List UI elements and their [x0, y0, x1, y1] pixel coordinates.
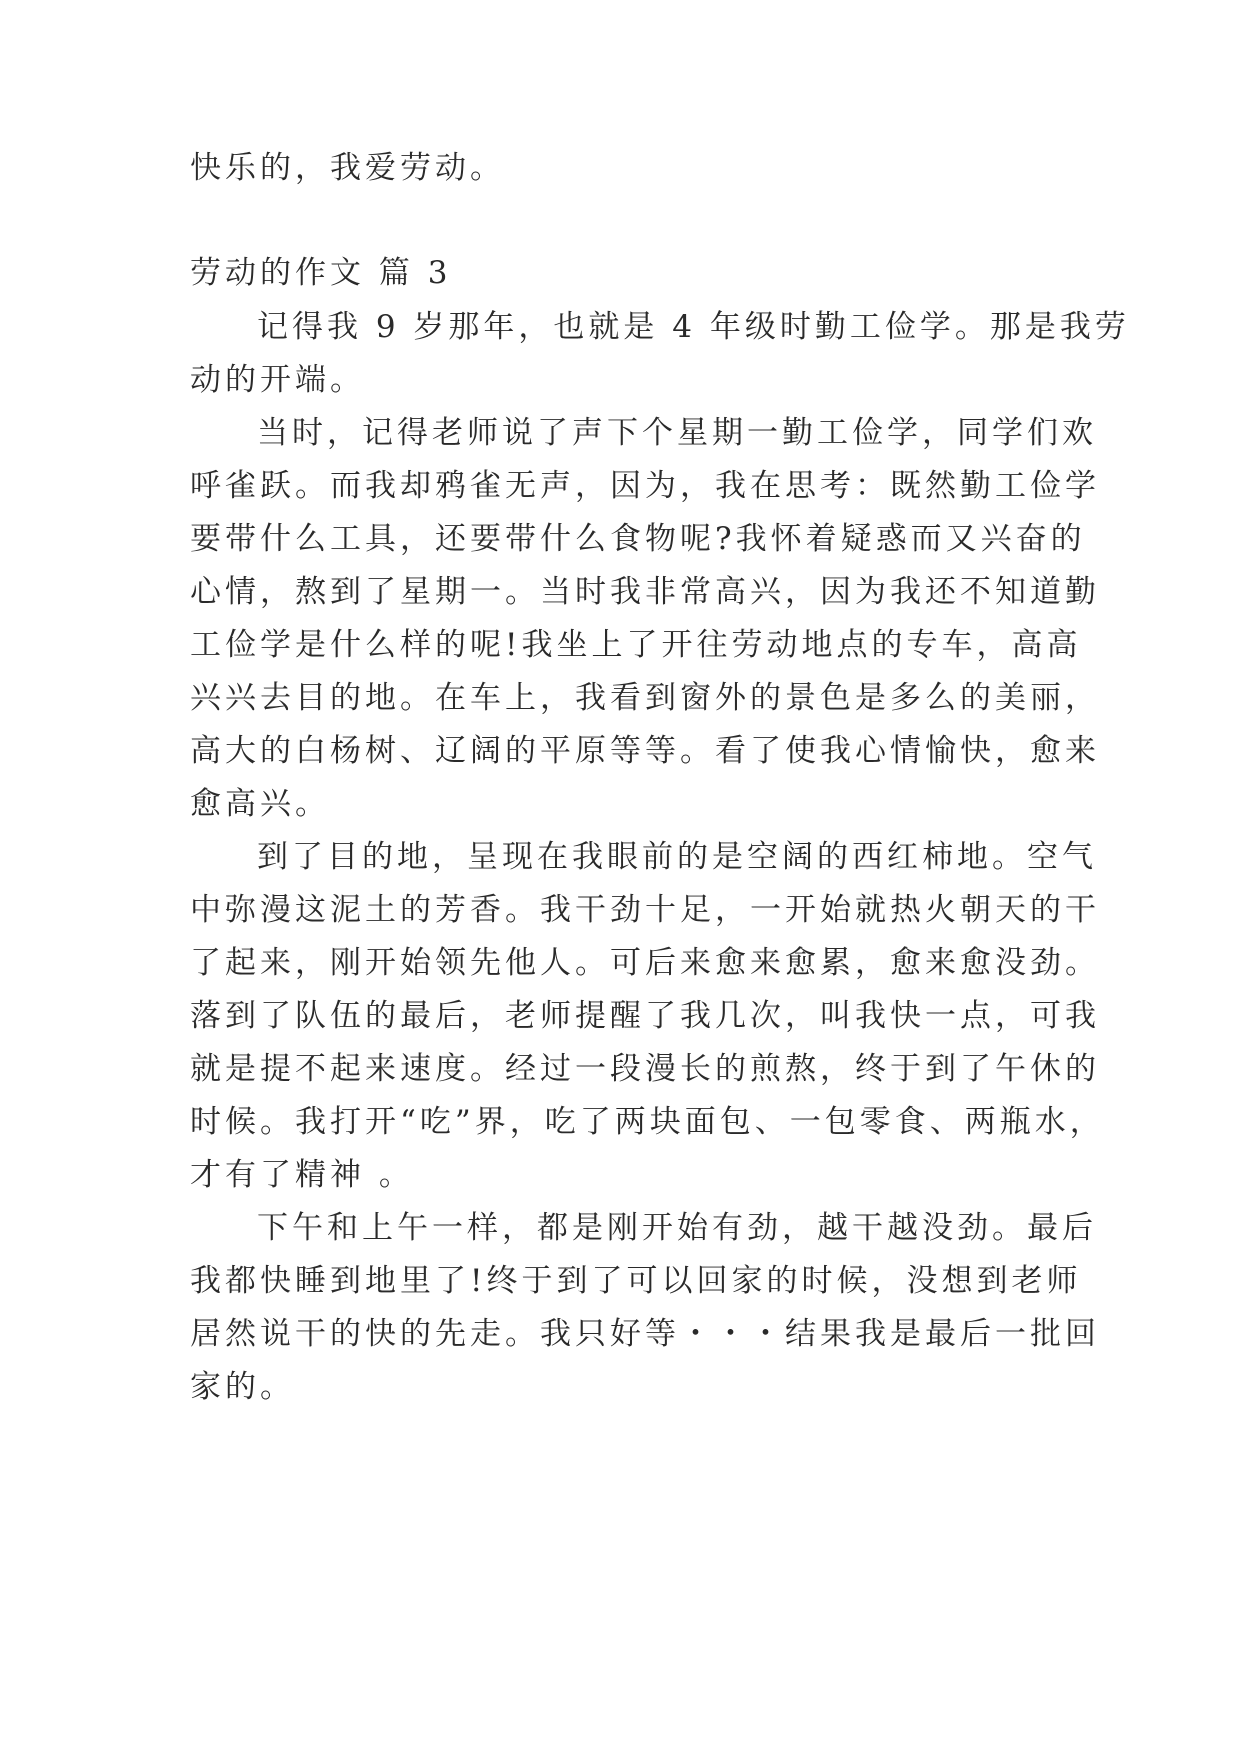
paragraph-line: 下午和上午一样，都是刚开始有劲，越干越没劲。最后	[257, 1210, 1097, 1246]
paragraph-line: 心情，熬到了星期一。当时我非常高兴，因为我还不知道勤	[190, 574, 1100, 610]
paragraph-line: 时候。我打开“吃”界，吃了两块面包、一包零食、两瓶水，	[190, 1104, 1105, 1140]
paragraph-line: 了起来，刚开始领先他人。可后来愈来愈累，愈来愈没劲。	[190, 945, 1100, 981]
paragraph-line: 家的。	[190, 1369, 295, 1405]
paragraph-line: 高大的白杨树、辽阔的平原等等。看了使我心情愉快，愈来	[190, 733, 1100, 769]
paragraph-line: 要带什么工具，还要带什么食物呢?我怀着疑惑而又兴奋的	[190, 521, 1086, 557]
paragraph-line: 呼雀跃。而我却鸦雀无声，因为，我在思考：既然勤工俭学	[190, 468, 1100, 504]
section-heading: 劳动的作文 篇 3	[190, 255, 452, 291]
paragraph-line: 就是提不起来速度。经过一段漫长的煎熬，终于到了午休的	[190, 1051, 1100, 1087]
paragraph-line: 兴兴去目的地。在车上，我看到窗外的景色是多么的美丽，	[190, 680, 1100, 716]
paragraph-line: 居然说干的快的先走。我只好等・・・结果我是最后一批回	[190, 1316, 1100, 1352]
paragraph-line: 才有了精神 。	[190, 1157, 414, 1193]
paragraph-line: 到了目的地，呈现在我眼前的是空阔的西红柿地。空气	[257, 839, 1097, 875]
paragraph-line: 当时，记得老师说了声下个星期一勤工俭学，同学们欢	[257, 415, 1097, 451]
paragraph-line: 愈高兴。	[190, 786, 330, 822]
paragraph-line: 中弥漫这泥土的芳香。我干劲十足，一开始就热火朝天的干	[190, 892, 1100, 928]
paragraph-line: 动的开端。	[190, 362, 365, 398]
paragraph-line: 工俭学是什么样的呢!我坐上了开往劳动地点的专车，高高	[190, 627, 1082, 663]
paragraph-line: 我都快睡到地里了!终于到了可以回家的时候，没想到老师	[190, 1263, 1082, 1299]
paragraph-line: 快乐的，我爱劳动。	[190, 150, 505, 186]
paragraph-line: 记得我 9 岁那年，也就是 4 年级时勤工俭学。那是我劳	[257, 309, 1130, 345]
paragraph-line: 落到了队伍的最后，老师提醒了我几次，叫我快一点，可我	[190, 998, 1100, 1034]
